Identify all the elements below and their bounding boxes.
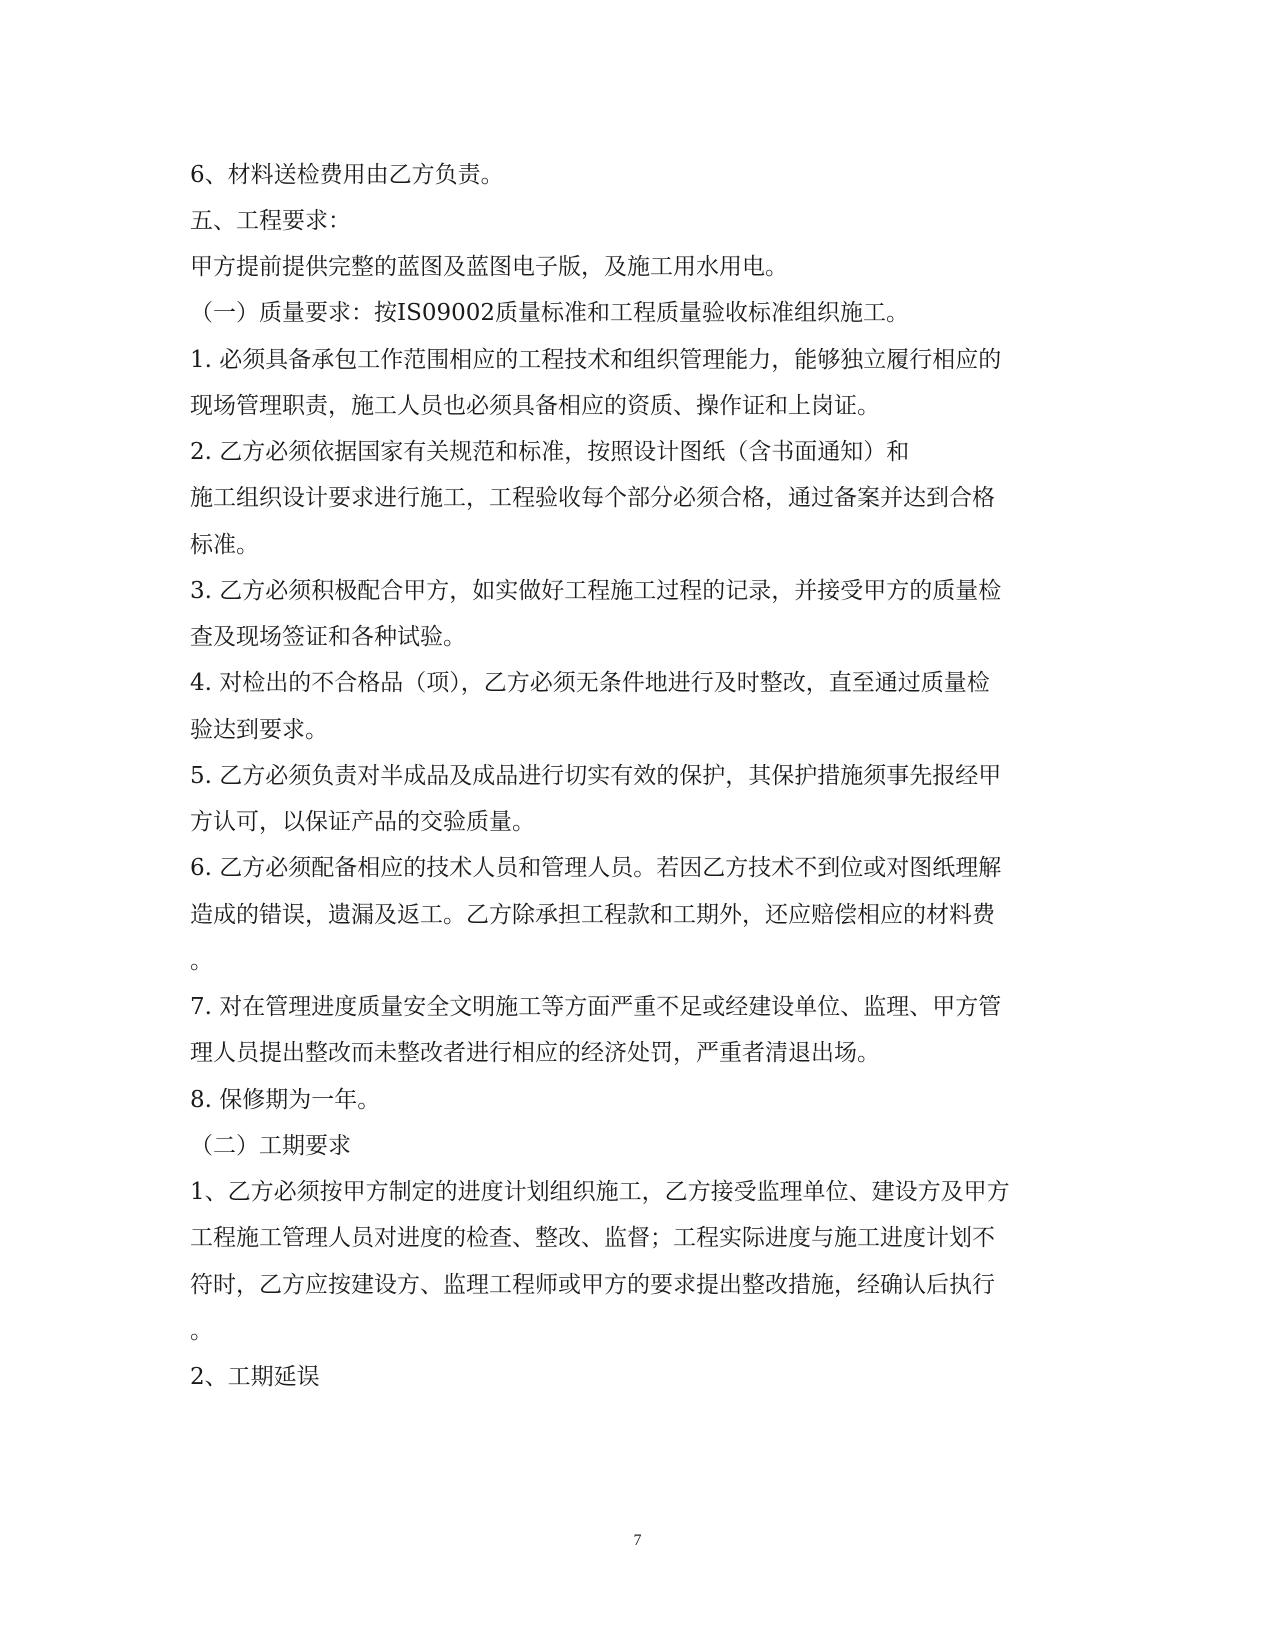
text-line: 造成的错误，遗漏及返工。乙方除承担工程款和工期外，还应赔偿相应的材料费 <box>190 902 995 928</box>
text-line: 。 <box>190 948 213 974</box>
subsection-heading: （一）质量要求：按IS09002质量标准和工程质量验收标准组织施工。 <box>190 300 910 326</box>
text-line: 理人员提出整改而未整改者进行相应的经济处罚，严重者清退出场。 <box>190 1040 880 1066</box>
text-line: 施工组织设计要求进行施工，工程验收每个部分必须合格，通过备案并达到合格 <box>190 485 995 511</box>
text-line: 工程施工管理人员对进度的检查、整改、监督；工程实际进度与施工进度计划不 <box>190 1225 995 1251</box>
text-line: 2. 乙方必须依据国家有关规范和标准，按照设计图纸（含书面通知）和 <box>190 439 910 465</box>
text-line: 3. 乙方必须积极配合甲方，如实做好工程施工过程的记录，并接受甲方的质量检 <box>190 578 1002 604</box>
text-line: 标准。 <box>190 532 259 558</box>
text-line: 1. 必须具备承包工作范围相应的工程技术和组织管理能力，能够独立履行相应的 <box>190 347 1002 373</box>
text-line: 方认可，以保证产品的交验质量。 <box>190 809 535 835</box>
text-line: 符时，乙方应按建设方、监理工程师或甲方的要求提出整改措施，经确认后执行 <box>190 1272 995 1298</box>
text-line: 现场管理职责，施工人员也必须具备相应的资质、操作证和上岗证。 <box>190 393 880 419</box>
text-line: 8. 保修期为一年。 <box>190 1087 381 1113</box>
text-line: 7. 对在管理进度质量安全文明施工等方面严重不足或经建设单位、监理、甲方管 <box>190 994 1002 1020</box>
section-heading: 五、工程要求： <box>190 208 351 234</box>
text-line: 5. 乙方必须负责对半成品及成品进行切实有效的保护，其保护措施须事先报经甲 <box>190 763 1002 789</box>
text-line: 4. 对检出的不合格品（项），乙方必须无条件地进行及时整改，直至通过质量检 <box>190 670 990 696</box>
text-line: 查及现场签证和各种试验。 <box>190 624 466 650</box>
text-line: 验达到要求。 <box>190 717 328 743</box>
text-line: 1、乙方必须按甲方制定的进度计划组织施工，乙方接受监理单位、建设方及甲方 <box>190 1179 1010 1205</box>
text-line: 2、工期延误 <box>190 1364 320 1390</box>
page-number: 7 <box>633 1532 642 1549</box>
text-line: 。 <box>190 1318 213 1344</box>
text-line: 6、材料送检费用由乙方负责。 <box>190 162 504 188</box>
text-line: 甲方提前提供完整的蓝图及蓝图电子版，及施工用水用电。 <box>190 254 788 280</box>
text-line: 6. 乙方必须配备相应的技术人员和管理人员。若因乙方技术不到位或对图纸理解 <box>190 855 1002 881</box>
subsection-heading: （二）工期要求 <box>190 1133 351 1159</box>
